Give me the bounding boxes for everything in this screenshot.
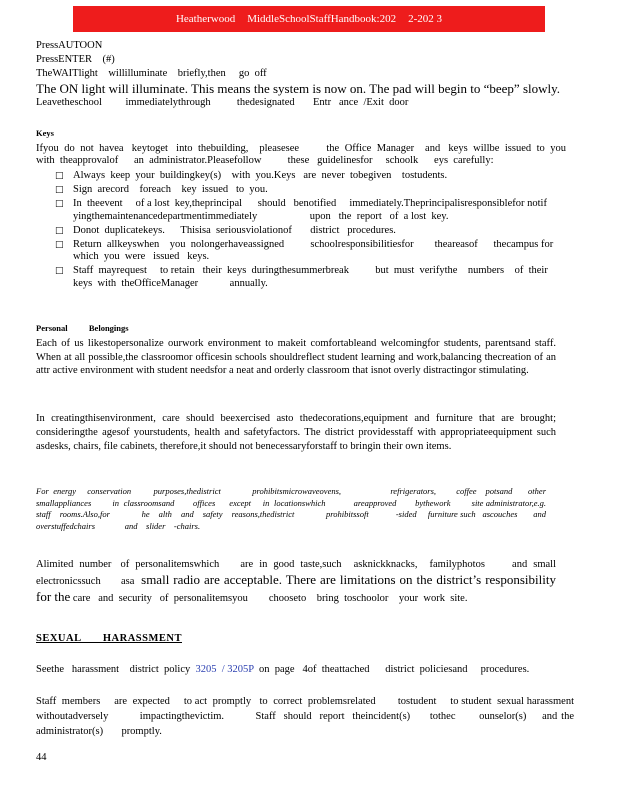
header-handbook: MiddleSchoolStaffHandbook:202 — [247, 13, 397, 25]
list-item — [55, 238, 559, 264]
harassment-p1-text: Seethe harassment district policy — [36, 664, 196, 675]
personal-paragraph-2: In creatingthisenvironment, care should beexercised asto thedecorations,equipment and furniture that are brought; consideringthe agesof yourstudents, health and safetyfactors. The district providesstaff with appropriateequipment such asdesks, chairs, file cabinets, therefore,it should not benecessaryforstaff to bringin their own items. — [36, 413, 556, 452]
list-item-text: Always keep your buildingkey(s) with you.Keys are never tobegiven tostudents. — [73, 170, 448, 181]
list-item — [55, 170, 555, 183]
policy-link[interactable]: 3205 / 3205P — [195, 664, 254, 675]
bullet-icon: □ — [55, 199, 64, 209]
step-on-light: The ON light will illuminate. This means the system is now on. The pad will begin to “beep” slowly. — [36, 81, 561, 96]
list-item-text: Staff mayrequest to retain their keys duringthesummerbreak but must verifythe numbers of their keys with theOfficeManager annually. — [73, 265, 551, 289]
header-year: 2-202 3 — [408, 13, 443, 25]
list-item-text: Sign arecord foreach key issued to you. — [73, 184, 268, 195]
keys-intro: Ifyou do not havea keytoget into thebuilding, pleasesee the Office Manager and keys willbe issued to you with theapprovalof an administrator.Pleasefollow these guidelinesfor schoolk eys carefully: — [36, 143, 572, 166]
personal-p4-part-b: small radio are acceptable. There are limitations on the district’s responsibility for the — [36, 572, 556, 604]
step-auto-on: PressAUTOON — [36, 40, 103, 51]
list-item-text: Donot duplicatekeys. Thisisa seriousviolationof district procedures. — [73, 224, 396, 236]
list-item-text: Return allkeyswhen you nolongerhaveassigned schoolresponsibilitiesfor theareasof thecampus for which you were issued keys. — [73, 238, 559, 262]
bullet-icon: □ — [55, 266, 64, 276]
page-header — [73, 6, 545, 32]
personal-p4-part-c: care and security of personalitemsyou chooseto bring toschoolor your work site. — [72, 593, 468, 604]
list-item-text: In theevent of a lost key,theprincipal should benotified immediately.Theprincipalisresponsiblefor notif yingthemaintenancedepartmentimmediately upon the report of a lost key. — [73, 198, 550, 222]
personal-p4-part-a: Alimited number of personalitemswhich are in good taste,such asknickknacks, familyphotos and small electronicssuch asa — [36, 559, 559, 587]
step-leave: Leavetheschool immediatelythrough thedesignated Entr ance /Exit door — [36, 97, 409, 108]
personal-paragraph-1: Each of us likestopersonalize ourwork environment to makeit comfortableand welcomingfor students, parentsand staff. When at all possible,the classroomor officesin schools shouldreflect student learning and work,balancing thecreation of an attr active environment with student needsfor a neat and orderly classroom that isnot overly distractingor stimulating. — [36, 338, 556, 376]
list-item — [55, 265, 555, 290]
personal-heading: Personal Belongings — [36, 323, 129, 333]
bullet-icon: □ — [55, 225, 64, 236]
personal-paragraph-3: For energy conservation purposes,thedistrict prohibitsmicrowaveovens, refrigerators, coffee potsand other smallappliances in classroomsand offices except in locationswhich areapproved bythework site administrator,e.g. staff rooms.Also,for he alth and safety reasons,thedistrict prohibitssoft -sided furniture such ascouches and overstuffedchairs and slider -chairs. — [36, 486, 576, 531]
bullet-icon: □ — [55, 171, 64, 181]
keys-heading: Keys — [36, 128, 54, 138]
bullet-icon: □ — [55, 185, 64, 195]
keys-guidelines-list — [55, 170, 559, 292]
list-item — [55, 184, 555, 197]
list-item — [55, 198, 555, 223]
list-item — [55, 225, 555, 238]
personal-paragraph-4 — [36, 557, 559, 606]
bullet-icon: □ — [55, 239, 64, 250]
harassment-heading: SEXUAL HARASSMENT — [36, 633, 182, 644]
step-wait-light: TheWAITlight willilluminate briefly,then go off — [36, 68, 267, 79]
header-school: Heatherwood — [175, 13, 236, 25]
page-number: 44 — [36, 752, 47, 763]
step-enter: PressENTER (#) — [36, 54, 115, 65]
harassment-p1-tail: on page 4of theattached district policiesand procedures. — [253, 664, 530, 675]
harassment-paragraph-2: Staff members are expected to act promptly to correct problemsrelated tostudent to student sexual harassment withoutadversely impactingthevictim. Staff should report theincident(s) tothec ounselor(s) and the administrator(s) promptly. — [36, 696, 588, 737]
harassment-paragraph-1 — [36, 664, 529, 676]
